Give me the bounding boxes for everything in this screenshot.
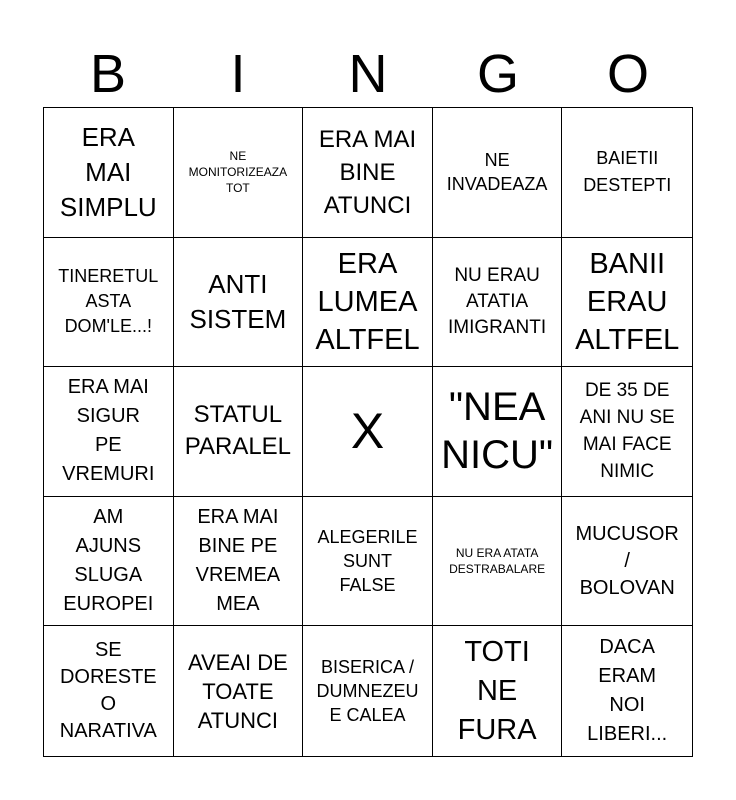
bingo-cell[interactable] xyxy=(562,238,692,368)
bingo-cell[interactable] xyxy=(44,108,174,238)
bingo-cell[interactable] xyxy=(562,497,692,627)
free-space[interactable] xyxy=(303,367,433,497)
header-letter-n: N xyxy=(348,44,388,104)
cell-text: BANII ERAU ALTFEL xyxy=(575,247,680,356)
cell-text: ERA MAI BINE ATUNCI xyxy=(318,125,417,219)
cell-text: TINERETUL ASTA DOM'LE...! xyxy=(58,266,159,337)
cell-text: ERA MAI SIGUR PE VREMURI xyxy=(62,376,155,486)
bingo-header xyxy=(43,40,693,108)
bingo-cell[interactable] xyxy=(562,626,692,756)
bingo-cell[interactable] xyxy=(433,626,563,756)
bingo-cell[interactable] xyxy=(44,497,174,627)
bingo-cell[interactable] xyxy=(433,367,563,497)
cell-text: "NEA NICU" xyxy=(441,385,554,478)
cell-text: NU ERAU ATATIA IMIGRANTI xyxy=(448,264,547,338)
cell-text: NE MONITORIZEAZA TOT xyxy=(188,149,288,196)
cell-text: AVEAI DE TOATE ATUNCI xyxy=(187,649,288,733)
cell-text: TOTI NE FURA xyxy=(457,635,537,746)
bingo-cell[interactable] xyxy=(44,626,174,756)
bingo-board xyxy=(43,107,693,757)
cell-text: BAIETII DESTEPTI xyxy=(583,148,672,196)
bingo-cell[interactable] xyxy=(433,108,563,238)
bingo-cell[interactable] xyxy=(303,238,433,368)
cell-text: NU ERA ATATA DESTRABALARE xyxy=(449,546,546,577)
bingo-cell[interactable] xyxy=(174,626,304,756)
bingo-cell[interactable] xyxy=(433,238,563,368)
bingo-cell[interactable] xyxy=(562,108,692,238)
cell-text: ANTI SISTEM xyxy=(189,268,287,334)
bingo-cell[interactable] xyxy=(44,367,174,497)
cell-text: AM AJUNS SLUGA EUROPEI xyxy=(63,506,154,616)
bingo-cell[interactable] xyxy=(174,238,304,368)
bingo-cell[interactable] xyxy=(303,108,433,238)
header-letter-i: I xyxy=(230,44,246,104)
cell-text: NE INVADEAZA xyxy=(446,150,548,195)
bingo-cell[interactable] xyxy=(174,367,304,497)
free-space-mark: X xyxy=(350,403,385,460)
header-letter-g: G xyxy=(476,44,519,104)
bingo-cell[interactable] xyxy=(562,367,692,497)
bingo-cell[interactable] xyxy=(174,108,304,238)
header-letter-o: O xyxy=(606,44,649,104)
cell-text: ERA MAI BINE PE VREMEA MEA xyxy=(195,506,281,616)
cell-text: ERA MAI SIMPLU xyxy=(59,121,157,222)
header-letter-b: B xyxy=(89,44,127,104)
bingo-cell[interactable] xyxy=(44,238,174,368)
cell-text: SE DORESTE O NARATIVA xyxy=(59,639,157,743)
cell-text: ERA LUMEA ALTFEL xyxy=(315,247,420,356)
bingo-cell[interactable] xyxy=(174,497,304,627)
cell-text: ALEGERILE SUNT FALSE xyxy=(317,527,418,596)
bingo-cell[interactable] xyxy=(303,626,433,756)
cell-text: STATUL PARALEL xyxy=(184,401,292,461)
bingo-cell[interactable] xyxy=(433,497,563,627)
cell-text: DACA ERAM NOI LIBERI... xyxy=(587,636,668,746)
cell-text: DE 35 DE ANI NU SE MAI FACE NIMIC xyxy=(579,380,675,483)
bingo-cell[interactable] xyxy=(303,497,433,627)
cell-text: BISERICA / DUMNEZEU E CALEA xyxy=(316,657,419,726)
cell-text: MUCUSOR / BOLOVAN xyxy=(575,522,679,599)
